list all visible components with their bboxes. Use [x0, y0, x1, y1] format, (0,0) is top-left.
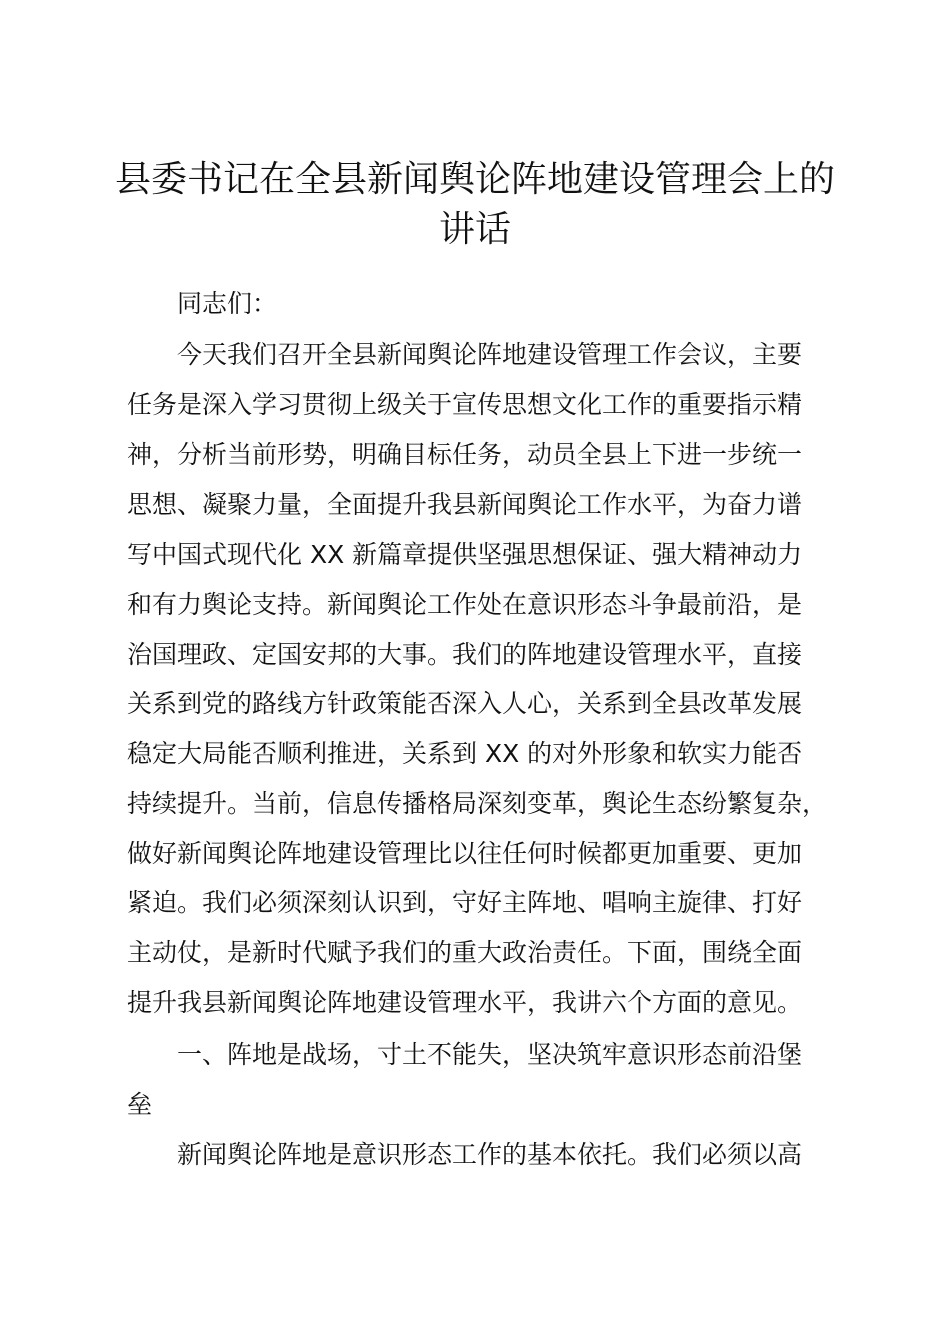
- title-line: 讲话: [438, 209, 511, 250]
- document-title: [100, 155, 850, 255]
- paragraph-line: 和有力舆论支持。新闻舆论工作处在意识形态斗争最前沿，是: [127, 590, 803, 619]
- paragraph-line: 任务是深入学习贯彻上级关于宣传思想文化工作的重要指示精: [127, 390, 803, 419]
- paragraph-line: 紧迫。我们必须深刻认识到，守好主阵地、唱响主旋律、打好: [127, 888, 803, 917]
- paragraph-line: 神，分析当前形势，明确目标任务，动员全县上下进一步统一: [127, 440, 803, 469]
- paragraph-line: 主动仗，是新时代赋予我们的重大政治责任。下面，围绕全面: [127, 938, 803, 967]
- paragraph-line: 今天我们召开全县新闻舆论阵地建设管理工作会议，主要: [177, 340, 803, 369]
- paragraph-line: 思想、凝聚力量，全面提升我县新闻舆论工作水平，为奋力谱: [127, 490, 803, 519]
- paragraph-line: 新闻舆论阵地是意识形态工作的基本依托。我们必须以高: [177, 1140, 803, 1169]
- paragraph-line: 写中国式现代化 XX 新篇章提供坚强思想保证、强大精神动力: [127, 540, 803, 569]
- title-line: 县委书记在全县新闻舆论阵地建设管理会上的: [114, 159, 835, 200]
- section-heading-line: 一、阵地是战场，寸土不能失，坚决筑牢意识形态前沿堡: [177, 1040, 803, 1069]
- paragraph-line: 治国理政、定国安邦的大事。我们的阵地建设管理水平，直接: [127, 640, 803, 669]
- paragraph-line: 做好新闻舆论阵地建设管理比以往任何时候都更加重要、更加: [127, 839, 803, 868]
- section-heading-line: 垒: [127, 1090, 153, 1119]
- salutation: 同志们：: [177, 289, 278, 318]
- paragraph-line: 持续提升。当前，信息传播格局深刻变革，舆论生态纷繁复杂，: [127, 789, 828, 818]
- paragraph-line: 稳定大局能否顺利推进，关系到 XX 的对外形象和软实力能否: [127, 739, 803, 768]
- paragraph-line: 提升我县新闻舆论阵地建设管理水平，我讲六个方面的意见。: [127, 988, 803, 1017]
- paragraph-line: 关系到党的路线方针政策能否深入人心，关系到全县改革发展: [127, 689, 803, 718]
